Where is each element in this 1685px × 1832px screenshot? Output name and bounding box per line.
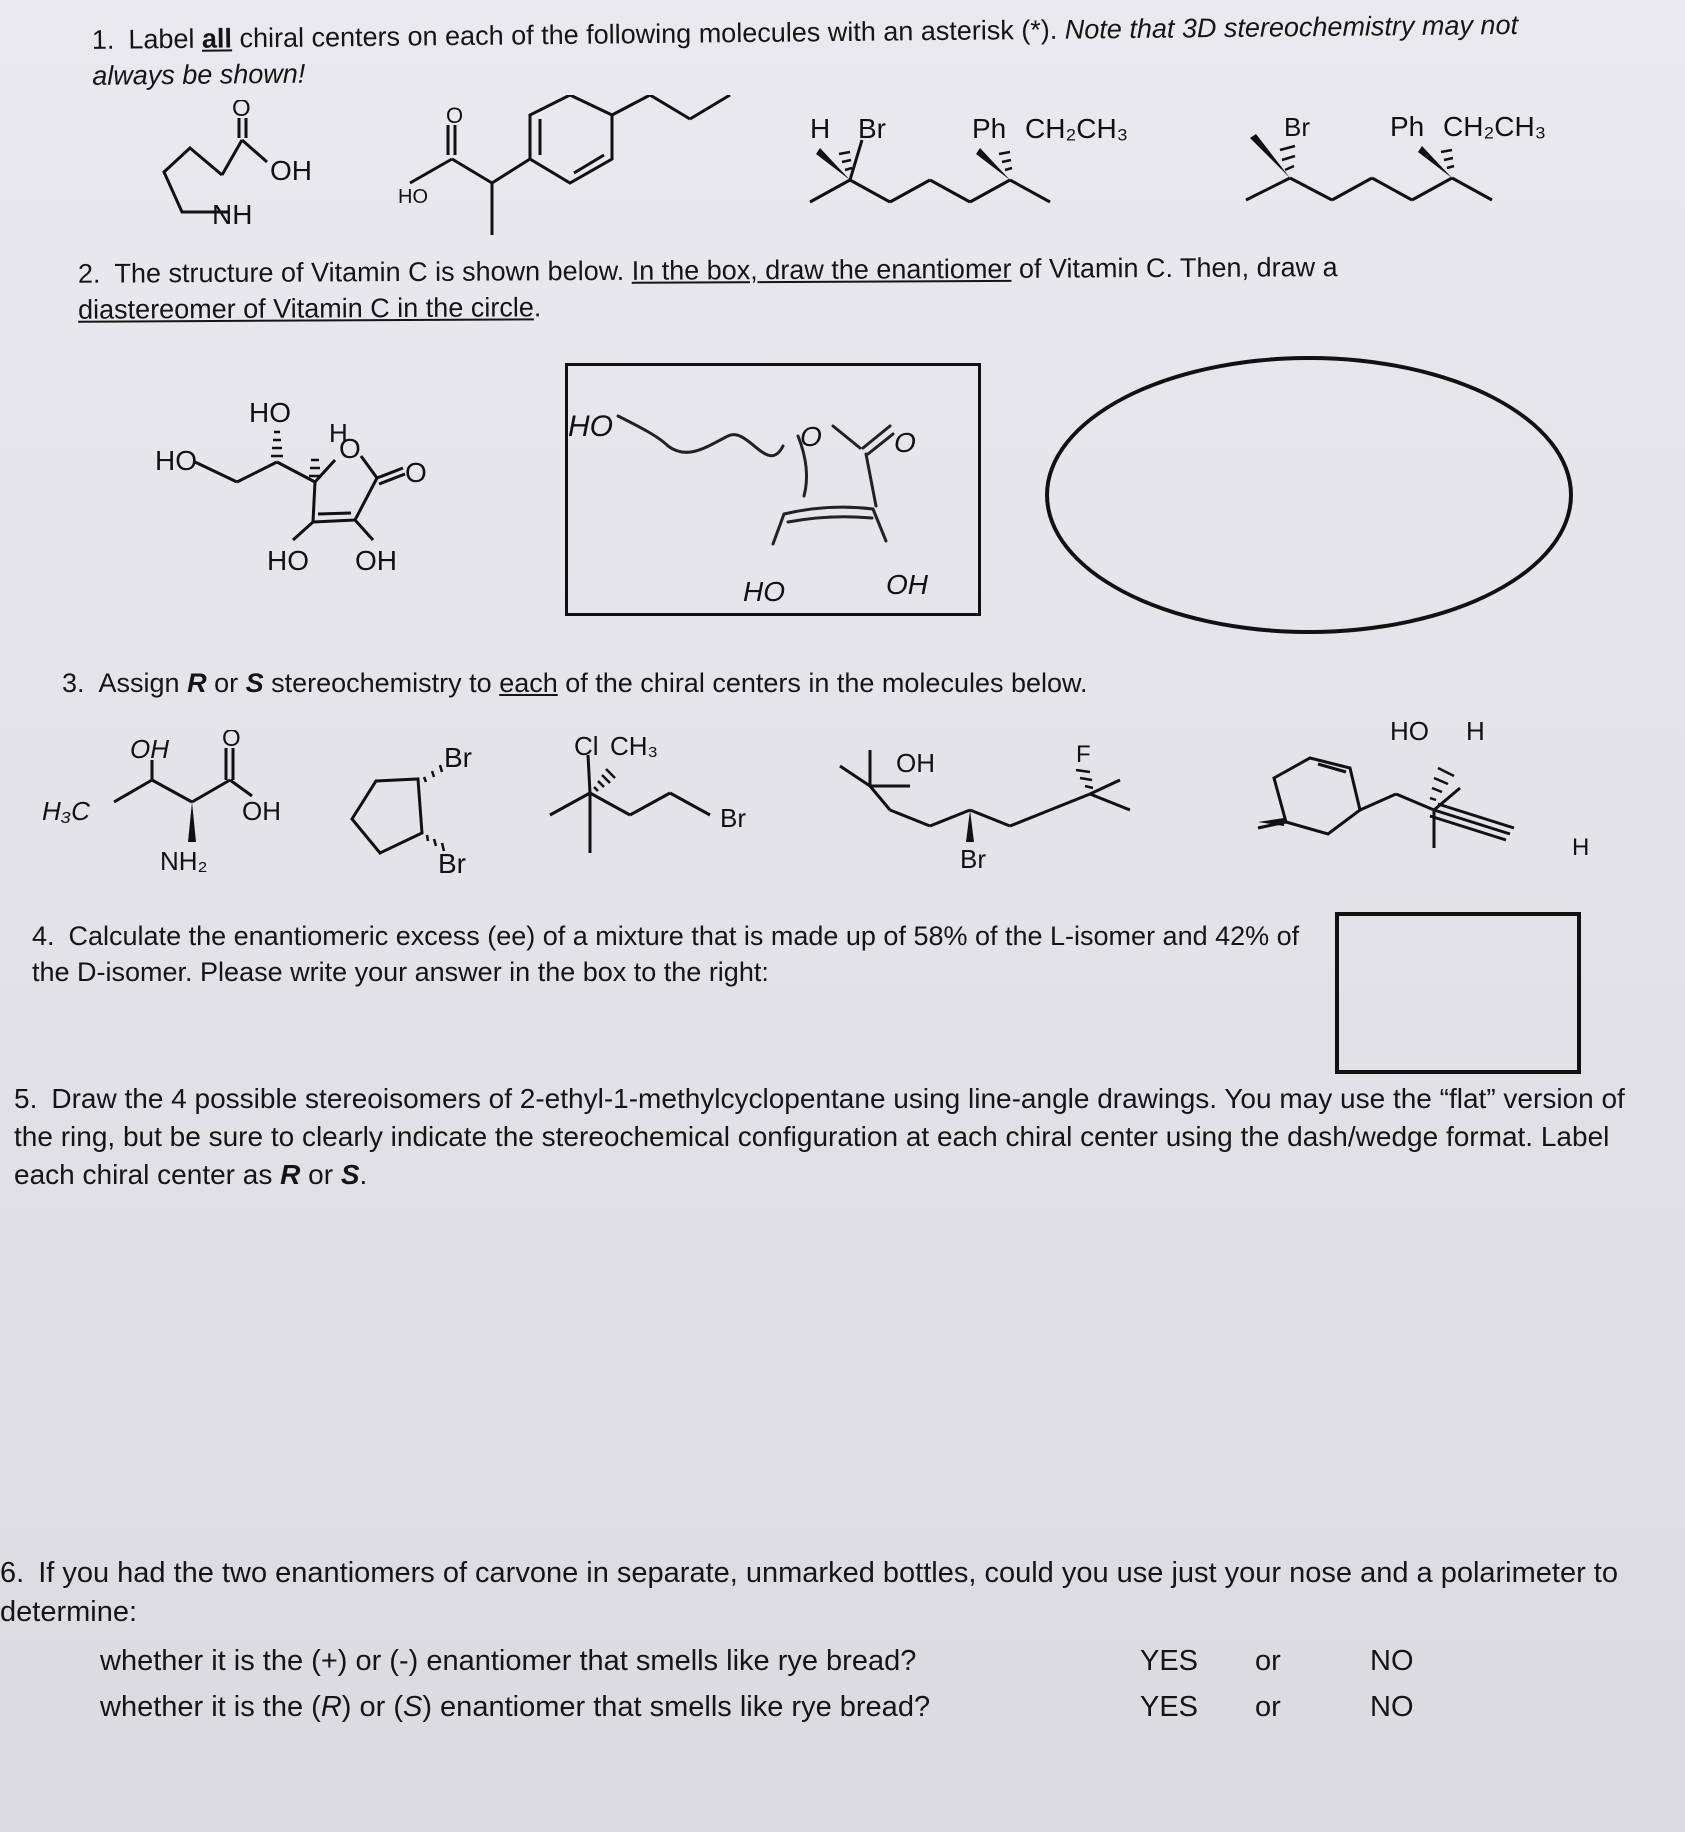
svg-text:NH: NH (212, 199, 253, 230)
svg-text:OH: OH (242, 796, 281, 826)
line1-no-option[interactable]: NO (1370, 1645, 1414, 1677)
svg-text:O: O (800, 421, 822, 452)
amino-acid-molecule (42, 730, 312, 880)
svg-text:O: O (446, 103, 464, 128)
question-1-number: 1. (91, 24, 115, 55)
svg-text:CH₂CH₃: CH₂CH₃ (1443, 111, 1547, 142)
question-2: 2. The structure of Vitamin C is shown below. In the box, draw the enantiomer of Vitamin C. Then, draw a diastereomer of Vitamin C in the circle. (77, 252, 1338, 326)
bromo-chain-molecule-1 (800, 110, 1200, 220)
ee-answer-box[interactable] (1335, 912, 1581, 1074)
svg-text:H: H (1572, 834, 1590, 861)
svg-text:OH: OH (270, 155, 312, 186)
svg-text:OH: OH (886, 569, 928, 600)
svg-text:Br: Br (438, 848, 466, 879)
svg-text:O: O (339, 433, 361, 464)
question-1: 1. Label all chiral centers on each of the following molecules with an asterisk (*). Note that 3D stereochemistry may not always be shown! (91, 9, 1519, 92)
svg-text:Ph: Ph (972, 113, 1007, 144)
svg-text:Br: Br (1284, 112, 1310, 142)
svg-text:Br: Br (858, 113, 886, 144)
svg-text:OH: OH (355, 545, 397, 576)
svg-text:H₃C: H₃C (42, 796, 90, 826)
svg-text:Cl: Cl (574, 735, 599, 761)
question-5: 5. Draw the 4 possible stereoisomers of 2-ethyl-1-methylcyclopentane using line-angle drawings. You may use the “flat” version of the ring, but be sure to clearly indicate the stereochemical configuration at each chiral center using the dash/wedge format. Label each chiral center as R or S. (14, 1083, 1625, 1190)
svg-text:HO: HO (267, 545, 309, 576)
line2-or-text: or (1255, 1691, 1281, 1723)
svg-text:O: O (232, 100, 251, 122)
svg-text:OH: OH (896, 748, 935, 778)
svg-text:Br: Br (720, 803, 746, 833)
svg-text:HO: HO (1390, 716, 1429, 746)
svg-text:HO: HO (398, 186, 428, 208)
vitamin-c-molecule (155, 390, 515, 600)
line2-yes-option[interactable]: YES (1140, 1691, 1199, 1723)
svg-text:O: O (894, 427, 916, 458)
cyclohexenyl-alkyne-molecule (1220, 710, 1590, 870)
line1-or-text: or (1255, 1645, 1281, 1677)
svg-text:CH₃: CH₃ (610, 735, 659, 761)
svg-text:H: H (329, 418, 348, 448)
question-6: 6. If you had the two enantiomers of carvone in separate, unmarked bottles, could you use just your nose and a polarimeter to determine: (0, 1557, 1618, 1629)
svg-text:H: H (1466, 716, 1485, 746)
question-3: 3. Assign R or S stereochemistry to each of the chiral centers in the molecules below. (62, 668, 1088, 698)
note-text: Note that 3D stereochemistry may not always be shown! (92, 9, 1519, 92)
hydroxy-fluoro-molecule (790, 730, 1210, 880)
dibromocyclopentane-molecule (340, 735, 500, 885)
line2-no-option[interactable]: NO (1370, 1691, 1414, 1723)
svg-text:Br: Br (444, 742, 472, 773)
diastereomer-answer-circle[interactable] (1045, 356, 1573, 634)
svg-text:NH₂: NH₂ (160, 846, 208, 876)
svg-text:OH: OH (130, 734, 169, 764)
svg-text:H: H (810, 113, 831, 144)
svg-text:HO: HO (743, 576, 785, 607)
q6-line-1: whether it is the (+) or (-) enantiomer that smells like rye bread? (100, 1645, 917, 1677)
svg-text:HO: HO (249, 397, 291, 428)
svg-text:HO: HO (155, 445, 197, 476)
line1-yes-option[interactable]: YES (1140, 1645, 1199, 1677)
svg-text:Br: Br (960, 844, 986, 874)
enantiomer-answer-box[interactable] (565, 363, 981, 616)
question-4: 4. Calculate the enantiomeric excess (ee) of a mixture that is made up of 58% of the L-isomer and 42% of the D-isomer. Please write your answer in the box to the right: (32, 921, 1300, 988)
proline-molecule (150, 100, 360, 240)
svg-text:CH₂CH₃: CH₂CH₃ (1025, 113, 1129, 144)
chloro-bromo-molecule (540, 735, 770, 885)
svg-text:HO: HO (568, 410, 613, 443)
q6-line-2: whether it is the (R) or (S) enantiomer that smells like rye bread? (100, 1691, 931, 1723)
handwritten-enantiomer-drawing (568, 366, 978, 613)
ibuprofen-molecule (390, 95, 770, 245)
svg-text:Ph: Ph (1390, 111, 1425, 142)
bromo-chain-molecule-2 (1240, 108, 1680, 218)
svg-text:F: F (1076, 741, 1091, 768)
svg-text:O: O (405, 457, 427, 488)
svg-text:O: O (222, 730, 241, 752)
